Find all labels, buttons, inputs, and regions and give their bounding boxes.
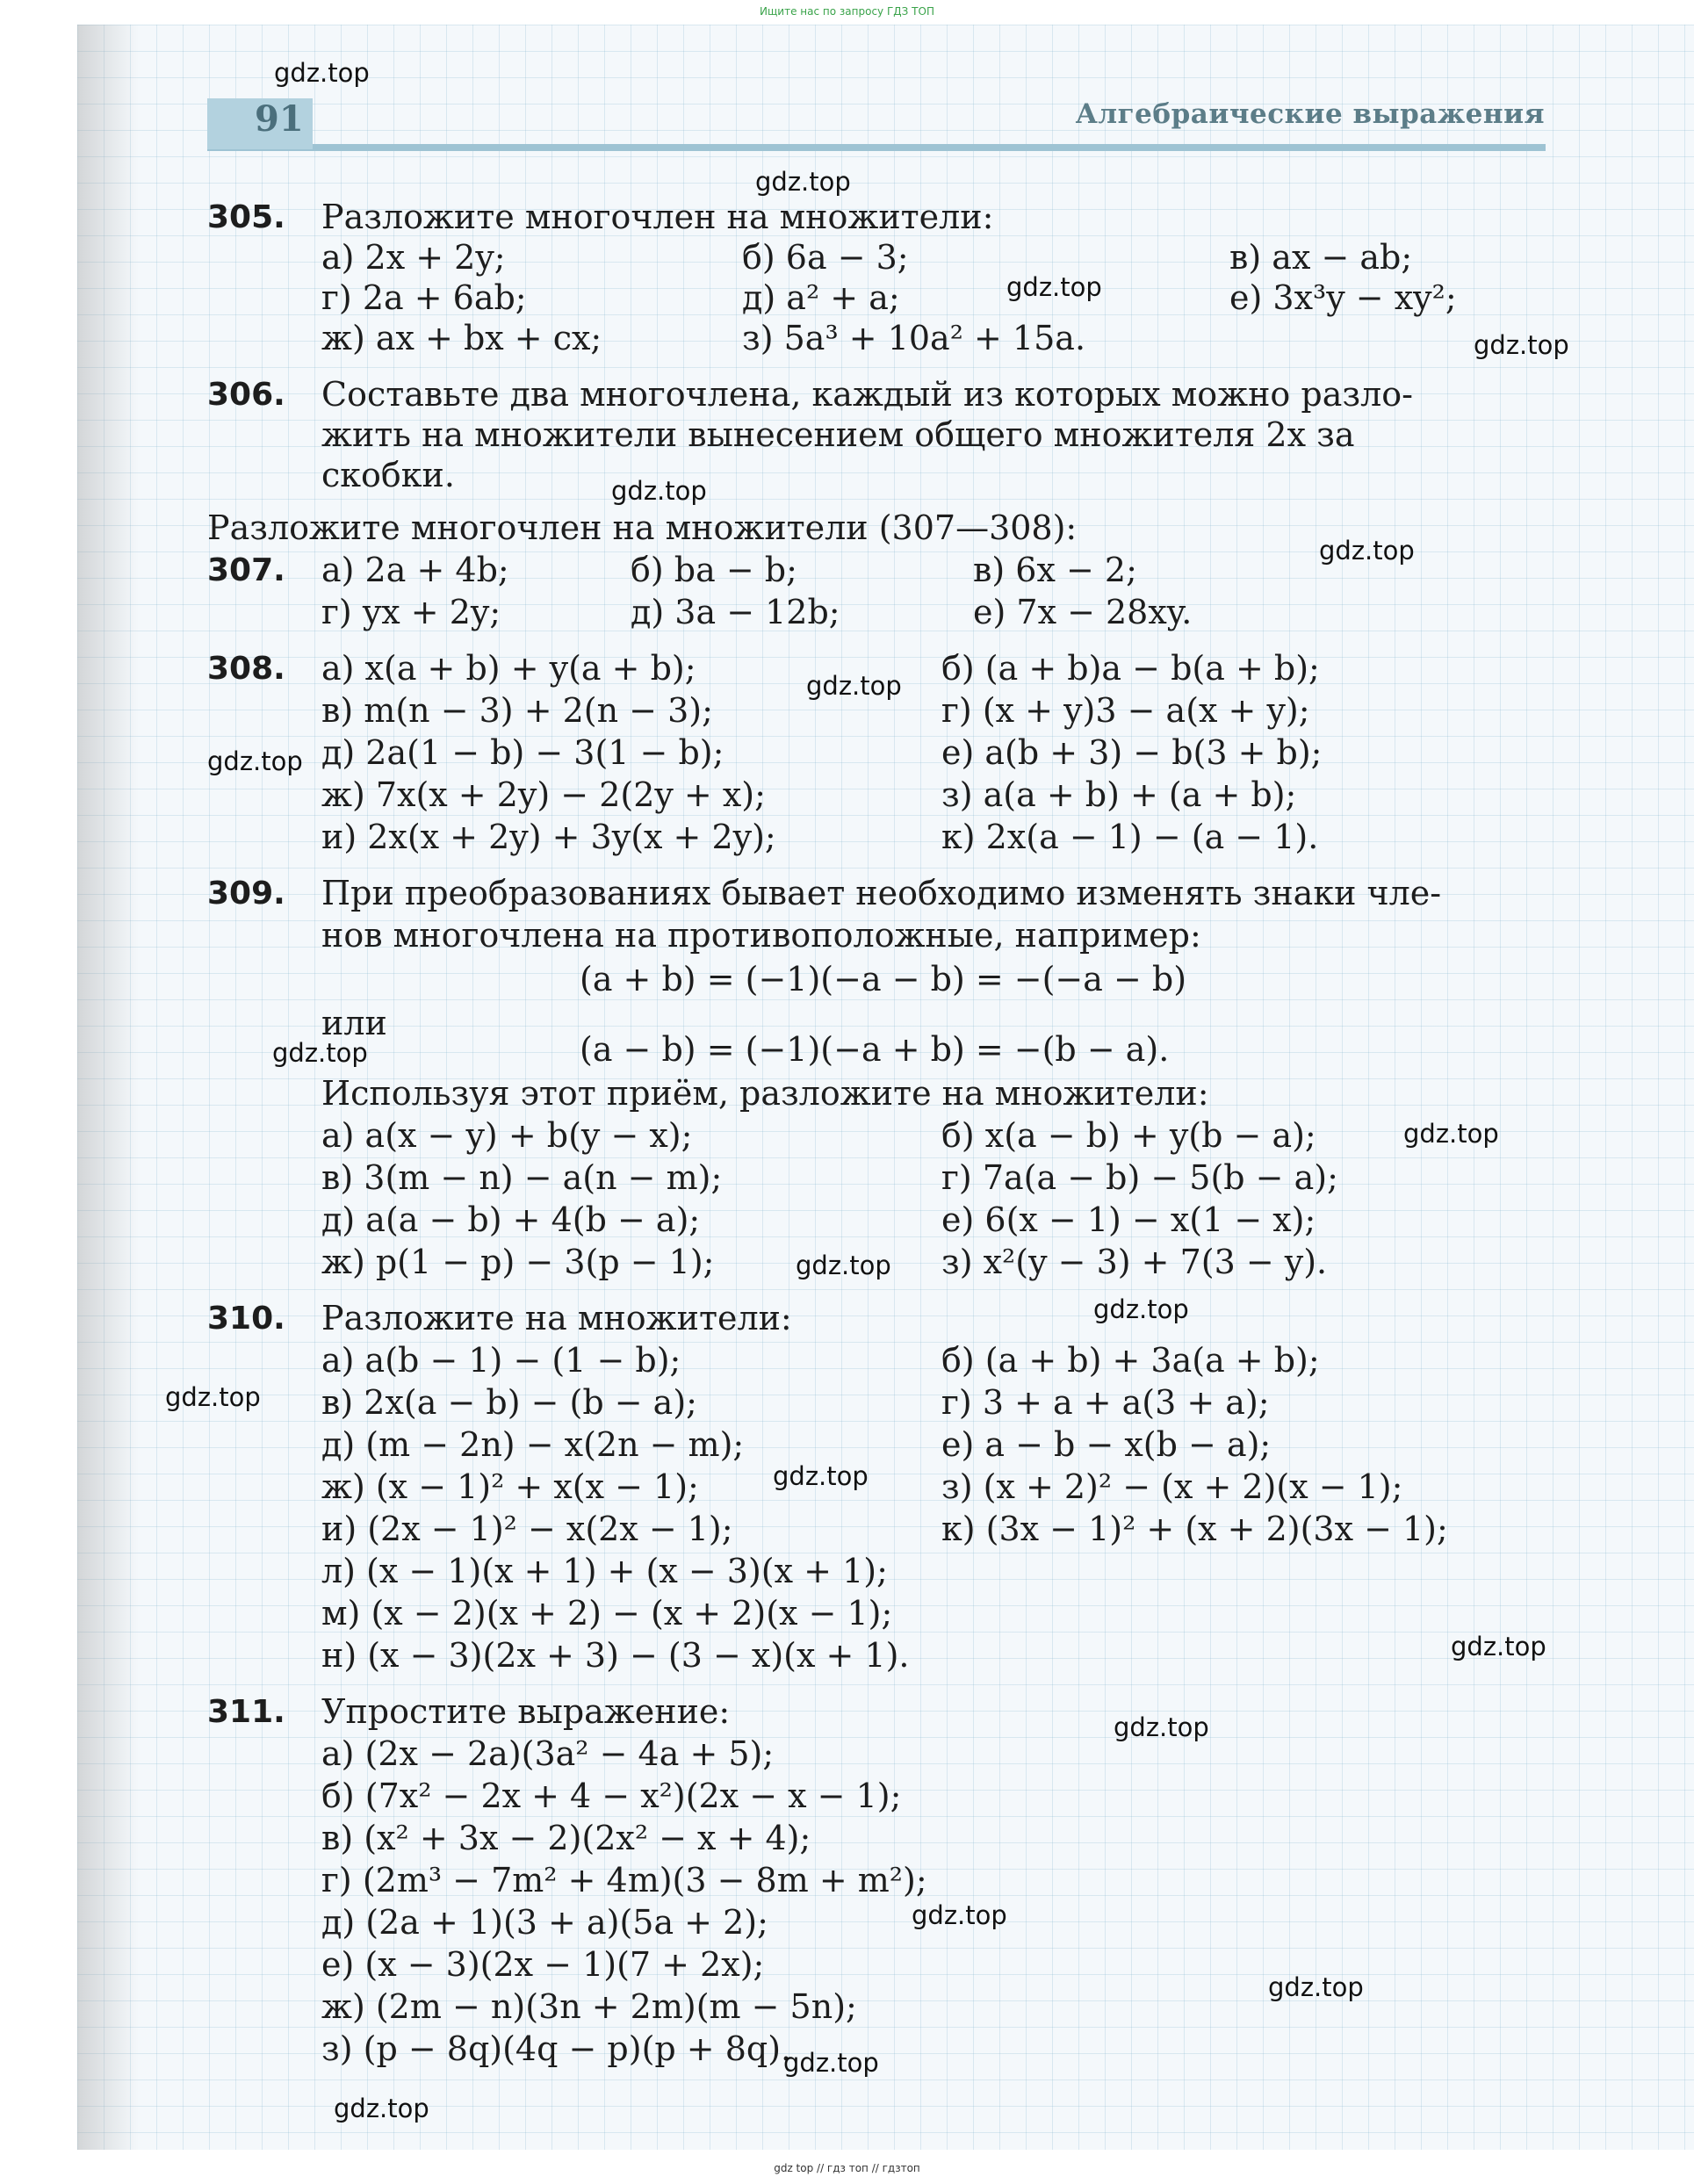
text-line: б) x(a − b) + y(b − a); <box>941 1116 1316 1155</box>
text-line: а) x(a + b) + y(a + b); <box>321 649 696 688</box>
text-line: е) 6(x − 1) − x(1 − x); <box>941 1200 1316 1239</box>
text-line: з) x²(y − 3) + 7(3 − y). <box>941 1243 1328 1281</box>
running-head: Алгебраические выражения <box>1075 98 1545 130</box>
watermark: gdz.top <box>274 58 370 88</box>
problem-number: 305. <box>207 199 285 235</box>
text-line: г) (x + y)3 − a(x + y); <box>941 691 1310 730</box>
text-line: жить на множители вынесением общего множителя 2x за <box>321 415 1355 454</box>
text-line: в) 6x − 2; <box>973 551 1137 589</box>
text-line: е) a(b + 3) − b(3 + b); <box>941 733 1323 772</box>
watermark: gdz.top <box>1006 272 1102 302</box>
text-line: (a − b) = (−1)(−a + b) = −(b − a). <box>580 1030 1170 1069</box>
text-line: г) 7a(a − b) − 5(b − a); <box>941 1158 1338 1197</box>
text-line: б) (7x² − 2x + 4 − x²)(2x − x − 1); <box>321 1777 902 1815</box>
text-line: Составьте два многочлена, каждый из которых можно разло- <box>321 375 1413 414</box>
text-line: Упростите выражение: <box>321 1692 731 1731</box>
bottom-note: gdz top // гдз топ // гдзтоп <box>774 2162 920 2174</box>
text-line: з) (x + 2)² − (x + 2)(x − 1); <box>941 1467 1403 1506</box>
problem-number: 310. <box>207 1301 285 1337</box>
watermark: gdz.top <box>1403 1119 1499 1149</box>
text-line: в) 3(m − n) − a(n − m); <box>321 1158 723 1197</box>
text-line: б) (a + b)a − b(a + b); <box>941 649 1320 688</box>
watermark: gdz.top <box>1268 1972 1364 2002</box>
watermark: gdz.top <box>806 671 902 701</box>
text-line: ж) ax + bx + cx; <box>321 319 602 357</box>
watermark: gdz.top <box>611 476 707 506</box>
watermark: gdz.top <box>1114 1712 1209 1742</box>
problem-number: 307. <box>207 552 285 588</box>
problem-number: 309. <box>207 876 285 912</box>
text-line: г) 3 + a + a(3 + a); <box>941 1383 1270 1422</box>
text-line: а) a(x − y) + b(y − x); <box>321 1116 693 1155</box>
text-line: б) 6a − 3; <box>742 238 909 277</box>
text-line: При преобразованиях бывает необходимо изменять знаки чле- <box>321 874 1442 912</box>
text-line: д) a² + a; <box>742 278 900 317</box>
text-line: в) ax − ab; <box>1229 238 1413 277</box>
watermark: gdz.top <box>272 1038 368 1068</box>
text-line: и) (2x − 1)² − x(2x − 1); <box>321 1510 733 1548</box>
text-line: д) 2a(1 − b) − 3(1 − b); <box>321 733 724 772</box>
text-line: нов многочлена на противоположные, например: <box>321 916 1201 955</box>
watermark: gdz.top <box>1451 1632 1546 1661</box>
text-line: а) 2x + 2y; <box>321 238 506 277</box>
text-line: ж) 7x(x + 2y) − 2(2y + x); <box>321 775 766 814</box>
text-line: з) 5a³ + 10a² + 15a. <box>742 319 1086 357</box>
watermark: gdz.top <box>207 746 303 776</box>
text-line: д) (2a + 1)(3 + a)(5a + 2); <box>321 1903 768 1942</box>
text-line: к) (3x − 1)² + (x + 2)(3x − 1); <box>941 1510 1448 1548</box>
text-line: в) 2x(a − b) − (b − a); <box>321 1383 697 1422</box>
page-number: 91 <box>255 98 304 140</box>
text-line: г) (2m³ − 7m² + 4m)(3 − 8m + m²); <box>321 1861 927 1899</box>
text-line: з) (p − 8q)(4q − p)(p + 8q). <box>321 2029 792 2068</box>
watermark: gdz.top <box>796 1251 891 1280</box>
text-line: л) (x − 1)(x + 1) + (x − 3)(x + 1); <box>321 1552 888 1590</box>
watermark: gdz.top <box>755 167 851 197</box>
text-line: Разложите многочлен на множители (307—308): <box>207 508 1078 547</box>
text-line: б) ba − b; <box>631 551 797 589</box>
watermark: gdz.top <box>783 2048 879 2078</box>
text-line: д) (m − 2n) − x(2n − m); <box>321 1425 745 1464</box>
text-line: г) 2a + 6ab; <box>321 278 527 317</box>
top-note: Ищите нас по запросу ГДЗ ТОП <box>760 5 934 18</box>
watermark: gdz.top <box>1093 1294 1189 1324</box>
text-line: е) (x − 3)(2x − 1)(7 + 2x); <box>321 1945 765 1984</box>
text-line: ж) (2m − n)(3n + 2m)(m − 5n); <box>321 1987 857 2026</box>
watermark: gdz.top <box>1319 536 1415 566</box>
text-line: Используя этот приём, разложите на множители: <box>321 1074 1209 1113</box>
problem-number: 306. <box>207 377 285 413</box>
text-line: а) (2x − 2a)(3a² − 4a + 5); <box>321 1734 775 1773</box>
text-line: м) (x − 2)(x + 2) − (x + 2)(x − 1); <box>321 1594 893 1633</box>
text-line: д) a(a − b) + 4(b − a); <box>321 1200 701 1239</box>
text-line: и) 2x(x + 2y) + 3y(x + 2y); <box>321 818 776 856</box>
watermark: gdz.top <box>773 1461 869 1491</box>
text-line: е) 7x − 28xy. <box>973 593 1193 631</box>
text-line: е) a − b − x(b − a); <box>941 1425 1272 1464</box>
text-line: в) m(n − 3) + 2(n − 3); <box>321 691 713 730</box>
text-line: скобки. <box>321 456 455 494</box>
watermark: gdz.top <box>334 2094 429 2123</box>
text-line: ж) (x − 1)² + x(x − 1); <box>321 1467 699 1506</box>
text-line: д) 3a − 12b; <box>631 593 840 631</box>
text-line: к) 2x(a − 1) − (a − 1). <box>941 818 1319 856</box>
text-line: в) (x² + 3x − 2)(2x² − x + 4); <box>321 1819 811 1857</box>
text-line: а) a(b − 1) − (1 − b); <box>321 1341 681 1380</box>
text-line: з) a(a + b) + (a + b); <box>941 775 1297 814</box>
text-line: Разложите многочлен на множители: <box>321 198 994 236</box>
text-line: или <box>321 1004 387 1042</box>
watermark: gdz.top <box>912 1900 1007 1930</box>
text-line: б) (a + b) + 3a(a + b); <box>941 1341 1320 1380</box>
text-line: г) yx + 2y; <box>321 593 501 631</box>
watermark: gdz.top <box>165 1382 261 1412</box>
text-line: а) 2a + 4b; <box>321 551 509 589</box>
text-line: ж) p(1 − p) − 3(p − 1); <box>321 1243 715 1281</box>
text-line: (a + b) = (−1)(−a − b) = −(−a − b) <box>580 960 1187 998</box>
watermark: gdz.top <box>1474 330 1569 360</box>
problem-number: 308. <box>207 651 285 687</box>
text-line: н) (x − 3)(2x + 3) − (3 − x)(x + 1). <box>321 1636 910 1675</box>
text-line: Разложите на множители: <box>321 1299 792 1337</box>
text-line: е) 3x³y − xy²; <box>1229 278 1457 317</box>
page-binding-shadow <box>77 25 139 2150</box>
problem-number: 311. <box>207 1694 285 1730</box>
